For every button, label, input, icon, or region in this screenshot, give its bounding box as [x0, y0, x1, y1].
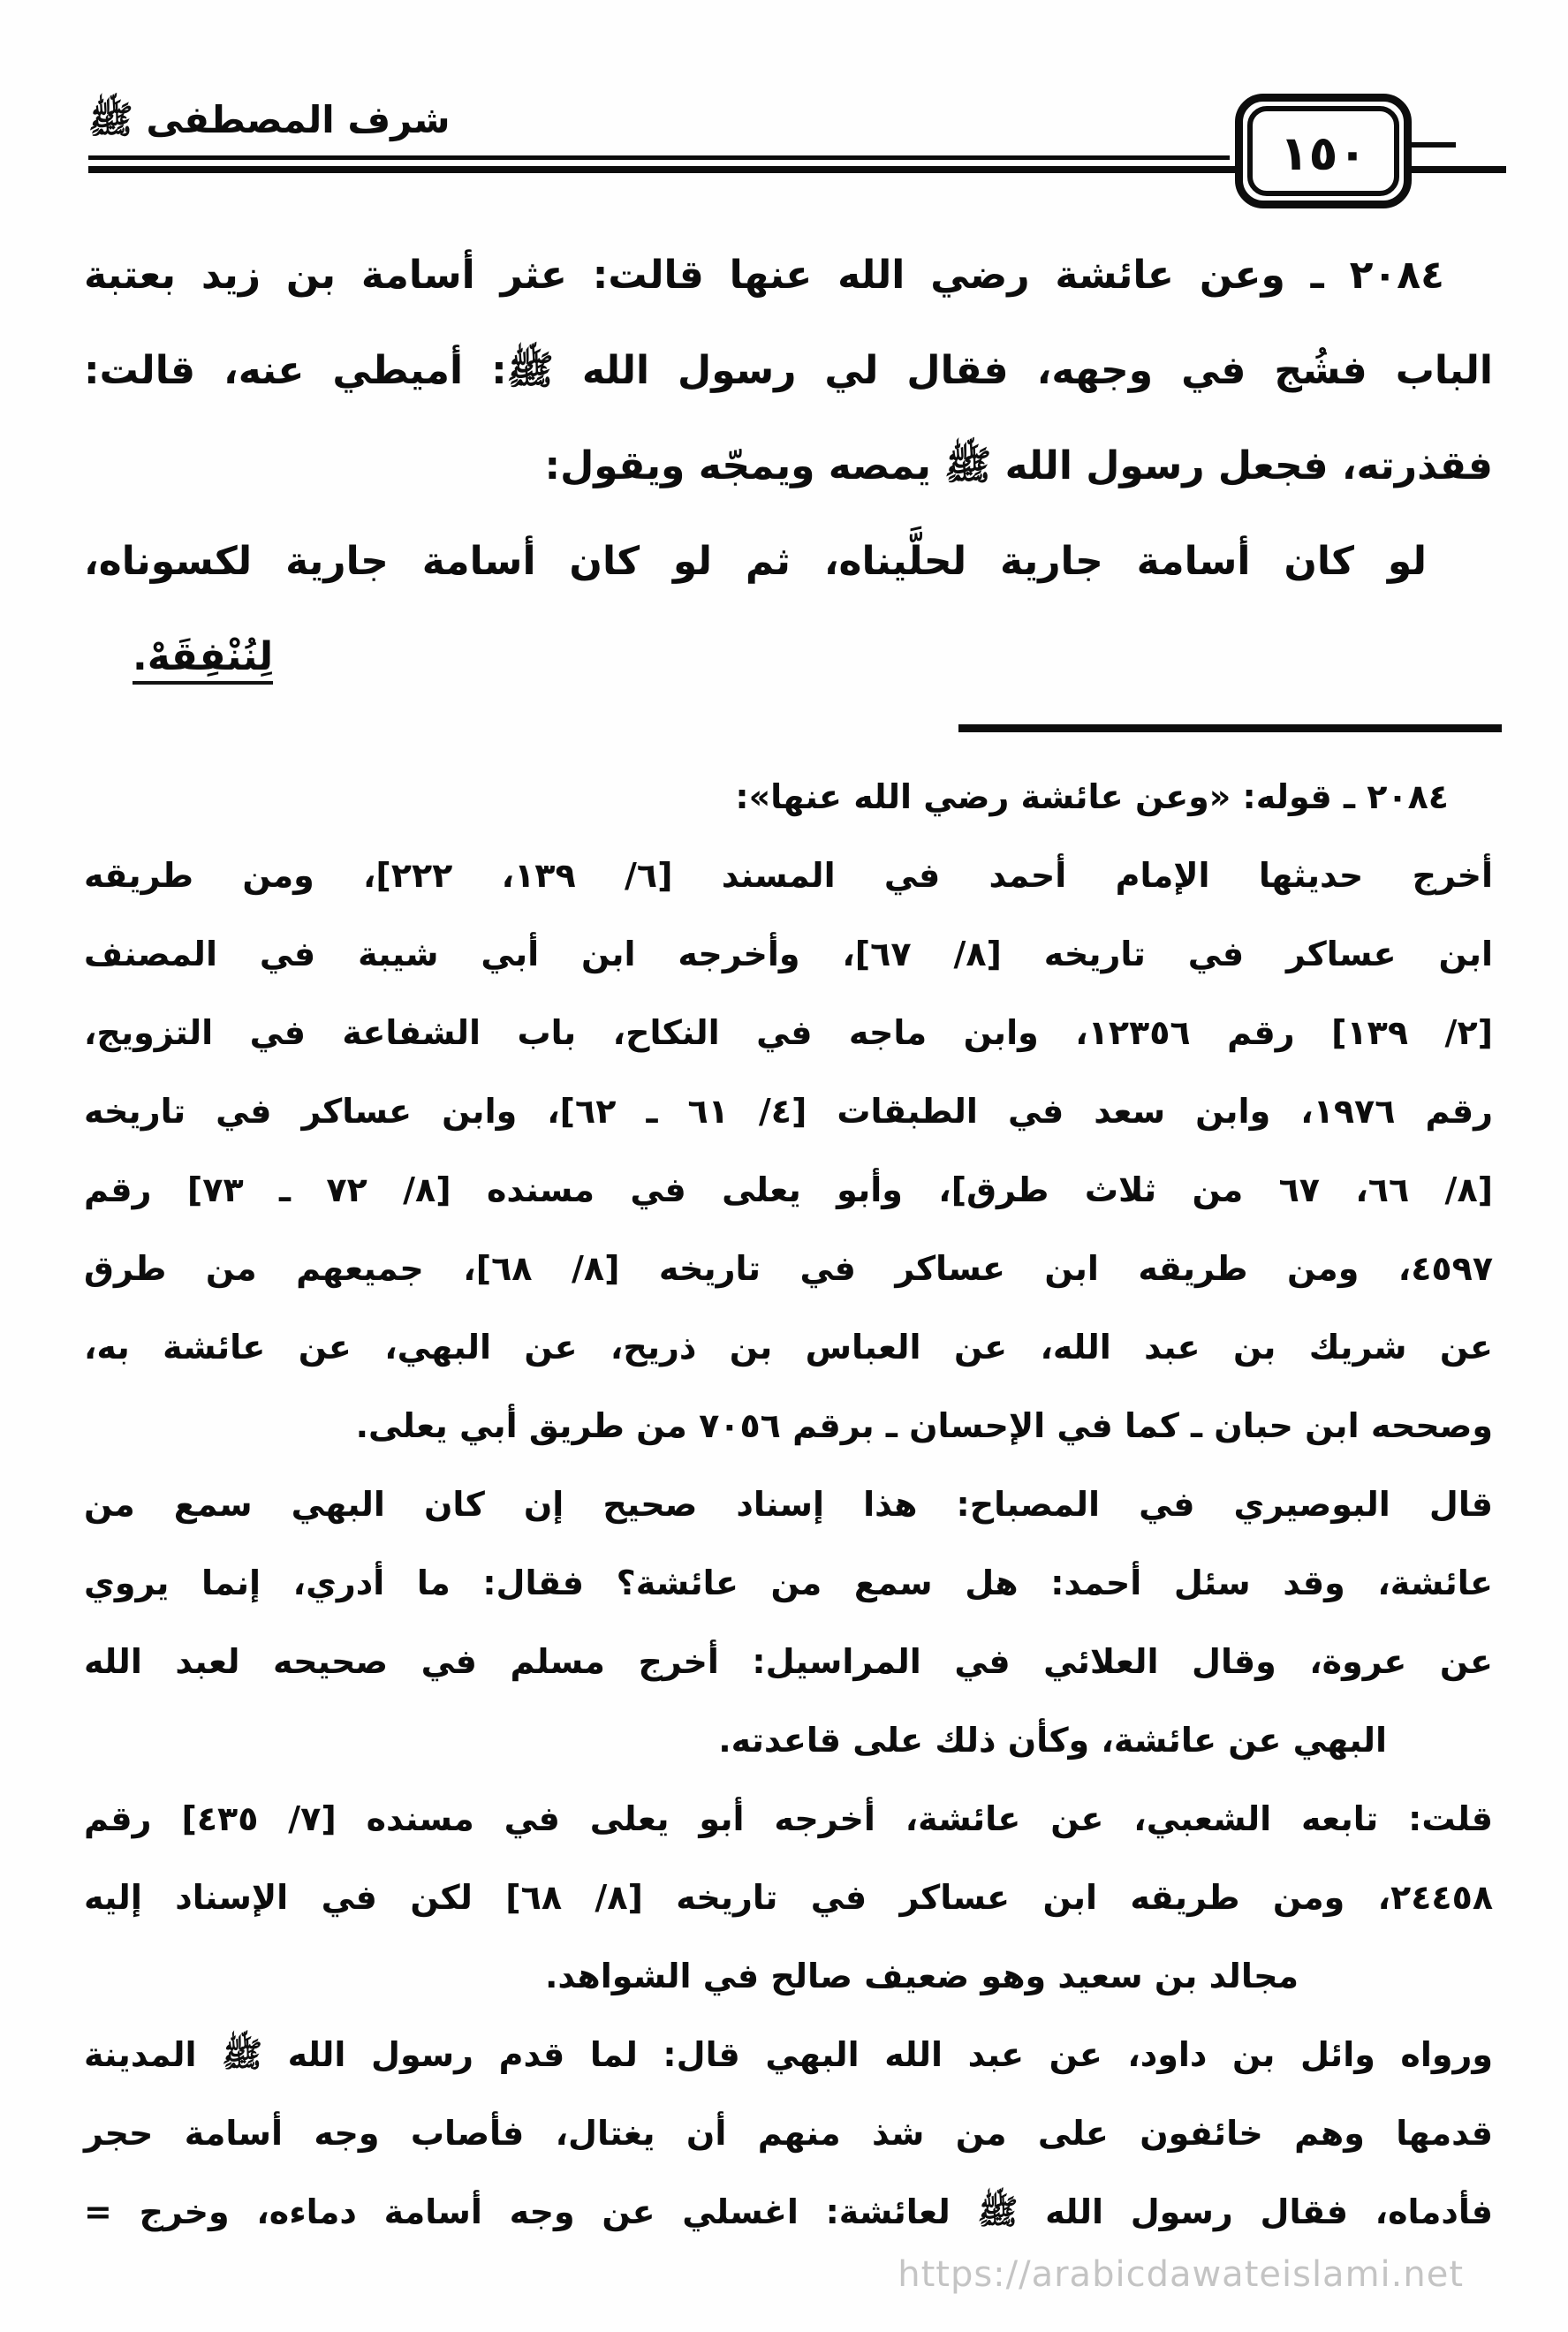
footnote-separator-rule — [958, 724, 1502, 732]
hadith-line: لو كان أسامة جارية لحلَّيناه، ثم لو كان أسامة جارية لكسوناه، — [84, 539, 1427, 584]
footnote-line: مجالد بن سعيد وهو ضعيف صالح في الشواهد. — [545, 1957, 1299, 1995]
page-number-box — [1235, 94, 1412, 208]
header-rule-top — [88, 155, 1230, 160]
footnote-block — [84, 758, 1493, 2252]
watermark-url: https://arabicdawateislami.net — [898, 2254, 1464, 2295]
footnote-line: [٢/ ١٣٩] رقم ١٢٣٥٦، وابن ماجه في النكاح، باب الشفاعة في التزويج، — [84, 1013, 1494, 1052]
page-number: ١٥٠ — [1279, 125, 1367, 181]
page-number-inner-frame — [1247, 106, 1399, 196]
footnote-line: ٢٤٤٥٨، ومن طريقه ابن عساكر في تاريخه [٨/ ٦٨] لكن في الإسناد إليه — [84, 1878, 1494, 1917]
footnote-line: ابن عساكر في تاريخه [٨/ ٦٧]، وأخرجه ابن أبي شيبة في المصنف — [84, 935, 1493, 973]
footnote-line: عن عروة، وقال العلائي في المراسيل: أخرج مسلم في صحيحه لعبد الله — [84, 1642, 1493, 1681]
footnote-line: رقم ١٩٧٦، وابن سعد في الطبقات [٤/ ٦١ ـ ٦٢]، وابن عساكر في تاريخه — [84, 1092, 1494, 1131]
footnote-line: البهي عن عائشة، وكأن ذلك على قاعدته. — [718, 1721, 1387, 1760]
footnote-line: وصححه ابن حبان ـ كما في الإحسان ـ برقم ٧٠٥٦ من طريق أبي يعلى. — [355, 1406, 1493, 1445]
hadith-line: الباب فشُج في وجهه، فقال لي رسول الله ﷺ: أميطي عنه، قالت: — [84, 348, 1493, 393]
hadith-line: فقذرته، فجعل رسول الله ﷺ يمصه ويمجّه ويقول: — [544, 443, 1493, 488]
footnote-line: قدمها وهم خائفون على من شذ منهم أن يغتال، فأصاب وجه أسامة حجر — [84, 2114, 1493, 2153]
underlined-word: لِنُنْفِقَهْ. — [133, 634, 273, 685]
footnote-line: عائشة، وقد سئل أحمد: هل سمع من عائشة؟ فقال: ما أدري، إنما يروي — [84, 1564, 1493, 1602]
footnote-heading: ٢٠٨٤ ـ قوله: «وعن عائشة رضي الله عنها»: — [735, 777, 1449, 816]
footnote-line: [٨/ ٦٦، ٦٧ من ثلاث طرق]، وأبو يعلى في مسنده [٨/ ٧٢ ـ ٧٣] رقم — [84, 1170, 1494, 1209]
footnote-line: ورواه وائل بن داود، عن عبد الله البهي قال: لما قدم رسول الله ﷺ المدينة — [84, 2035, 1493, 2074]
hadith-text-block — [84, 228, 1493, 705]
book-title: شرف المصطفى ﷺ — [88, 98, 451, 141]
footnote-line: عن شريك بن عبد الله، عن العباس بن ذريح، عن البهي، عن عائشة به، — [84, 1328, 1493, 1367]
footnote-line: قلت: تابعه الشعبي، عن عائشة، أخرجه أبو يعلى في مسنده [٧/ ٤٣٥] رقم — [84, 1799, 1493, 1838]
footnote-line: أخرج حديثها الإمام أحمد في المسند [٦/ ١٣٩، ٢٢٢]، ومن طريقه — [84, 856, 1494, 895]
footnote-line: فأدماه، فقال رسول الله ﷺ لعائشة: اغسلي عن وجه أسامة دماءه، وخرج = — [84, 2192, 1493, 2231]
footnote-line: ٤٥٩٧، ومن طريقه ابن عساكر في تاريخه [٨/ ٦٨]، جميعهم من طرق — [84, 1249, 1494, 1288]
header-rule-stub — [1412, 142, 1456, 148]
footnote-line: قال البوصيري في المصباح: هذا إسناد صحيح إن كان البهي سمع من — [84, 1485, 1493, 1524]
hadith-line: ٢٠٨٤ ـ وعن عائشة رضي الله عنها قالت: عثر أسامة بن زيد بعتبة — [84, 253, 1444, 298]
hadith-line-underlined — [84, 610, 1493, 705]
